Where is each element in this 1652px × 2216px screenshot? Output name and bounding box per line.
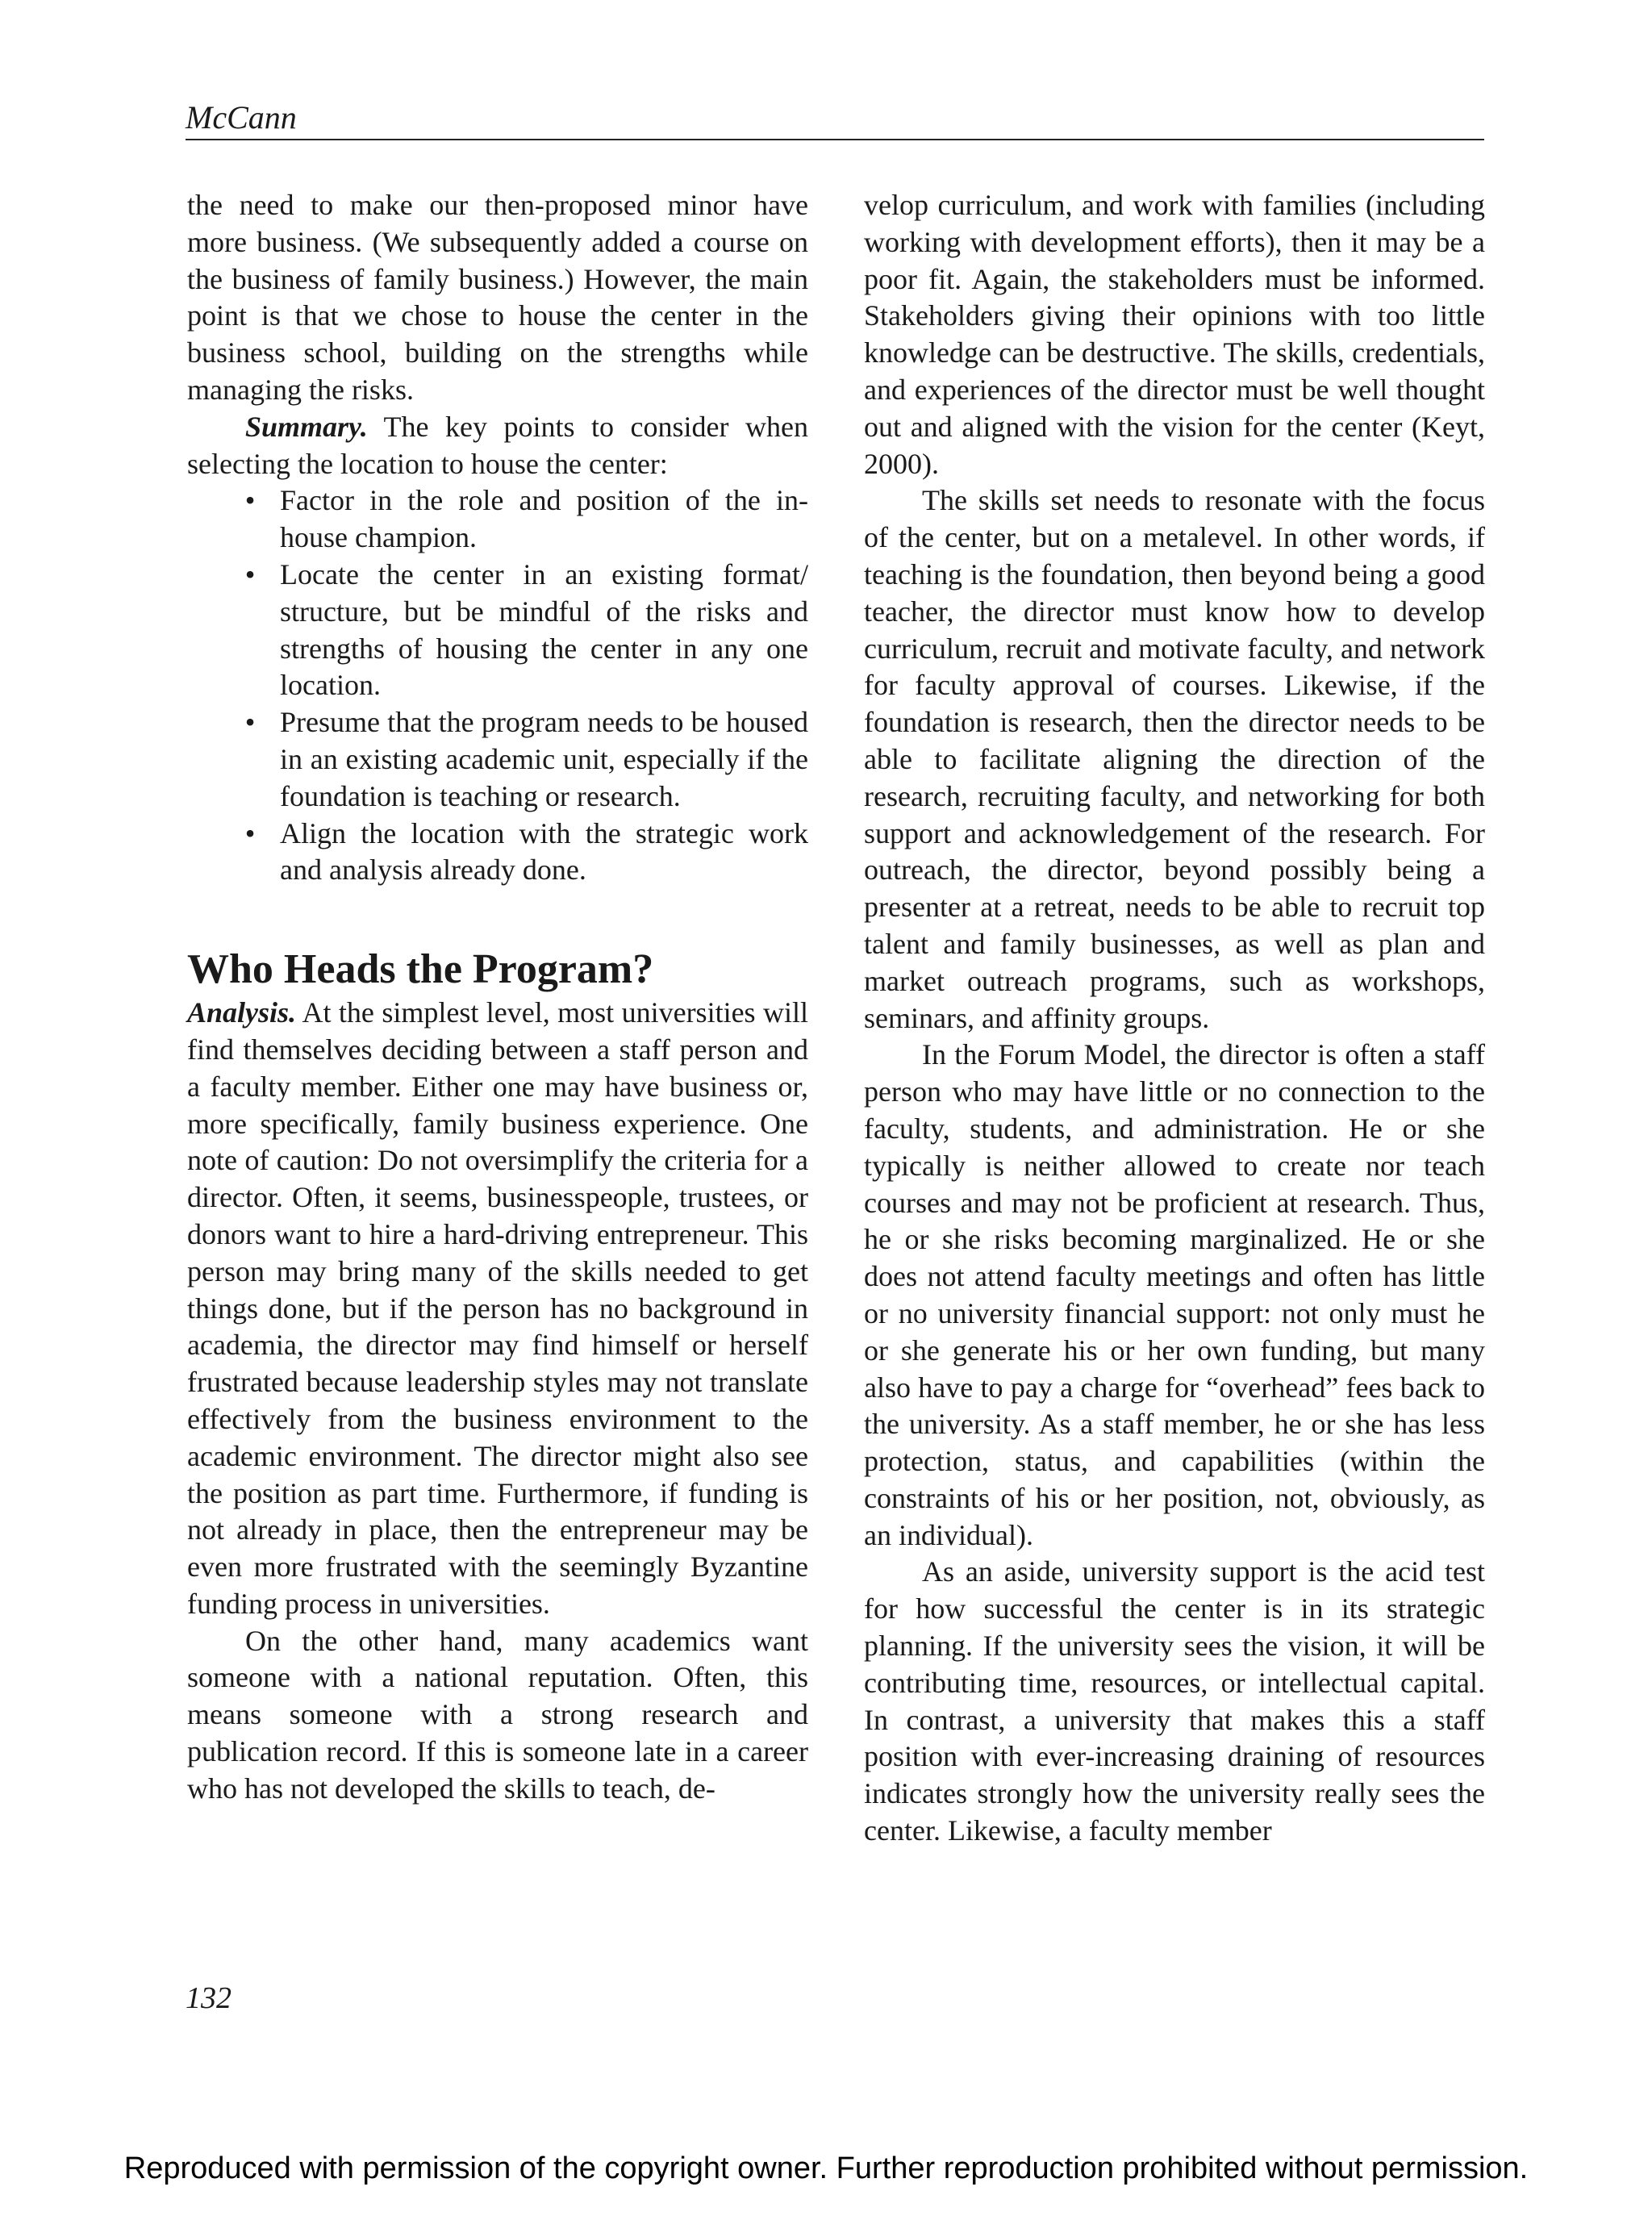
bullet-list [187, 482, 808, 889]
list-item [187, 482, 808, 557]
list-item [187, 557, 808, 704]
right-column [864, 187, 1485, 1850]
list-item-text: Locate the center in an existing format/ structure, but be mindful of the risks and strengths of housing the center in any one location. [280, 557, 808, 702]
summary-paragraph [187, 409, 808, 483]
paragraph: velop curriculum, and work with families (including working with development efforts), then it may be a poor fit. Again, the stakeholders must be informed. Stakeholders giving their opinions with too little knowledge can be destructive. The skills, credentials, and experiences of the director must be well thought out and aligned with the vision for the center (Keyt, 2000). [864, 189, 1485, 480]
paragraph: In the Forum Model, the director is often a staff person who may have little or no connection to the faculty, students, and administration. He or she typically is neither allowed to create nor teach courses and may not be proficient at research. Thus, he or she risks becoming marginalized. He or she does not attend faculty meetings and often has little or no university financial support: not only must he or she generate his or her own funding, but many also have to pay a charge for “overhead” fees back to the university. As a staff member, he or she has less protection, status, and capabilities (within the constraints of his or her position, not, obviously, as an individual). [864, 1038, 1485, 1551]
copyright-notice: Reproduced with permission of the copyright owner. Further reproduction prohibited without permission. [123, 2151, 1529, 2185]
header-rule [186, 139, 1484, 140]
analysis-paragraph [187, 995, 808, 1623]
section-heading: Who Heads the Program? [187, 946, 654, 993]
list-item [187, 816, 808, 890]
list-item [187, 704, 808, 815]
paragraph: The skills set needs to resonate with the focus of the center, but on a metalevel. In other words, if teaching is the foundation, then beyond being a good teacher, the director must know how to develop curriculum, recruit and motivate faculty, and network for faculty approval of courses. Likewise, if the foundation is research, then the director needs to be able to facilitate aligning the direction of the research, recruiting faculty, and networking for both support and acknowledgement of the research. For outreach, the director, beyond possibly being a presenter at a retreat, needs to be able to recruit top talent and family businesses, as well as plan and market outreach programs, such as workshops, seminars, and affinity groups. [864, 484, 1485, 1034]
bullet-icon: • [244, 484, 256, 517]
running-head: McCann [186, 99, 297, 136]
paragraph: On the other hand, many academics want someone with a national reputation. Often, this means someone with a strong research and publication record. If this is someone late in a career who has not developed the skills to teach, de- [187, 1624, 808, 1805]
page-number: 132 [186, 1981, 232, 2015]
list-item-text: Factor in the role and position of the in-house champion. [280, 484, 808, 554]
bullet-icon: • [244, 557, 256, 591]
bullet-icon: • [244, 816, 256, 849]
paragraph: the need to make our then-proposed minor have more business. (We subsequently added a course on the business of family business.) However, the main point is that we chose to house the center in the business school, building on the strengths while managing the risks. [187, 189, 808, 406]
summary-label: Summary. [245, 410, 368, 443]
analysis-text: At the simplest level, most universities will find themselves deciding between a staff person and a faculty member. Either one may have business or, more specifically, family business experience. One note of caution: Do not oversimplify the criteria for a director. Often, it seems, businesspeople, trustees, or donors want to hire a hard-driving entrepreneur. This person may bring many of the skills needed to get things done, but if the person has no background in academia, the director may find himself or herself frustrated because leadership styles may not translate effectively from the business environment to the academic environment. The director might also see the position as part time. Furthermore, if funding is not already in place, then the entrepreneur may be even more frustrated with the seemingly Byzantine funding process in universities. [187, 996, 808, 1620]
analysis-label: Analysis. [187, 996, 297, 1029]
paragraph: As an aside, university support is the acid test for how successful the center is in its strategic planning. If the university sees the vision, it will be contributing time, resources, or intellectual capital. In contrast, a university that makes this a staff position with ever-increasing draining of resources indicates strongly how the university really sees the center. Likewise, a faculty member [864, 1555, 1485, 1847]
summary-text: The key points to consider when selecting the location to house the center: [187, 410, 808, 480]
left-column [187, 187, 808, 1808]
list-item-text: Presume that the program needs to be housed in an existing academic unit, especially if the foundation is teaching or research. [280, 706, 808, 812]
bullet-icon: • [244, 706, 256, 739]
list-item-text: Align the location with the strategic work and analysis already done. [280, 816, 808, 887]
